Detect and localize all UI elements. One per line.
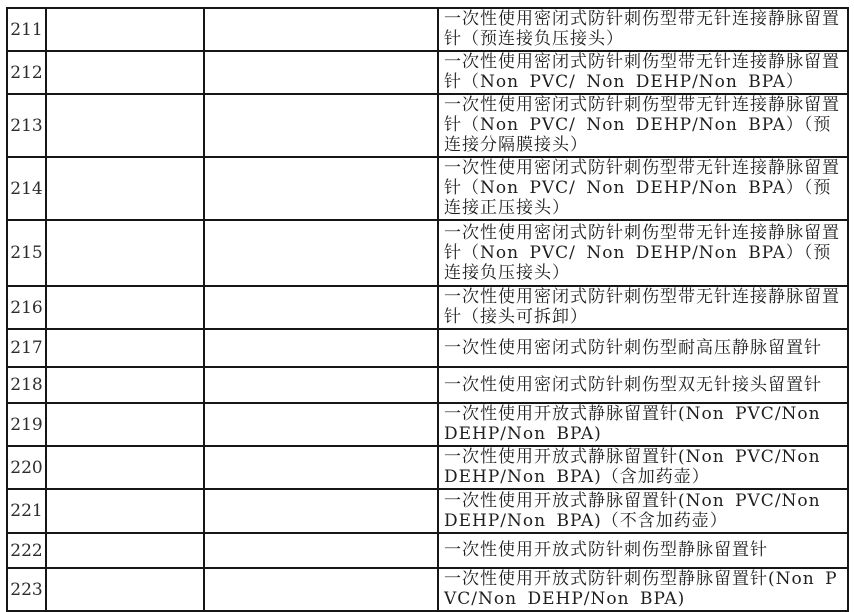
row-number-cell: 213 [7,94,46,157]
row-number-cell: 222 [7,533,46,568]
row-number-cell: 215 [7,220,46,286]
row-number-cell: 211 [7,8,46,51]
empty-cell-1 [46,286,204,329]
empty-cell-2 [204,367,438,403]
row-number-cell: 212 [7,51,46,94]
table-row [7,8,848,51]
row-number-cell: 220 [7,446,46,489]
table-row [7,403,848,446]
empty-cell-1 [46,568,204,611]
product-name-cell: 一次性使用开放式静脉留置针(Non PVC/Non DEHP/Non BPA)（不含加药壶） [438,489,848,533]
table-row [7,220,848,286]
product-name-cell: 一次性使用密闭式防针刺伤型耐高压静脉留置针 [438,329,848,367]
product-name-cell: 一次性使用开放式防针刺伤型静脉留置针 [438,533,848,568]
empty-cell-2 [204,533,438,568]
product-list-table [6,7,849,612]
row-number-cell: 216 [7,286,46,329]
empty-cell-2 [204,489,438,533]
row-number-cell: 214 [7,157,46,220]
product-name-cell: 一次性使用开放式静脉留置针(Non PVC/Non DEHP/Non BPA) [438,403,848,446]
empty-cell-2 [204,8,438,51]
row-number-cell: 221 [7,489,46,533]
empty-cell-2 [204,446,438,489]
row-number-cell: 219 [7,403,46,446]
empty-cell-1 [46,446,204,489]
empty-cell-1 [46,8,204,51]
empty-cell-2 [204,568,438,611]
table-row [7,94,848,157]
table-body [7,8,848,611]
row-number-cell: 217 [7,329,46,367]
empty-cell-2 [204,157,438,220]
table-row [7,157,848,220]
product-name-cell: 一次性使用密闭式防针刺伤型带无针连接静脉留置针（Non PVC/ Non DEHP/Non BPA）（预连接负压接头） [438,220,848,286]
document-page [6,7,849,612]
empty-cell-2 [204,94,438,157]
product-name-cell: 一次性使用开放式静脉留置针(Non PVC/Non DEHP/Non BPA)（含加药壶） [438,446,848,489]
row-number-cell: 218 [7,367,46,403]
empty-cell-1 [46,533,204,568]
table-row [7,286,848,329]
empty-cell-2 [204,51,438,94]
product-name-cell: 一次性使用密闭式防针刺伤型带无针连接静脉留置针（Non PVC/ Non DEHP/Non BPA）（预连接分隔膜接头） [438,94,848,157]
empty-cell-1 [46,367,204,403]
product-name-cell: 一次性使用密闭式防针刺伤型带无针连接静脉留置针（预连接负压接头） [438,8,848,51]
empty-cell-1 [46,489,204,533]
empty-cell-1 [46,329,204,367]
table-row [7,489,848,533]
table-row [7,446,848,489]
empty-cell-1 [46,403,204,446]
table-row [7,329,848,367]
empty-cell-1 [46,220,204,286]
product-name-cell: 一次性使用密闭式防针刺伤型带无针连接静脉留置针（Non PVC/ Non DEHP/Non BPA）（预连接正压接头） [438,157,848,220]
empty-cell-1 [46,94,204,157]
product-name-cell: 一次性使用密闭式防针刺伤型带无针连接静脉留置针（Non PVC/ Non DEHP/Non BPA） [438,51,848,94]
table-row [7,367,848,403]
product-name-cell: 一次性使用密闭式防针刺伤型双无针接头留置针 [438,367,848,403]
empty-cell-2 [204,329,438,367]
empty-cell-1 [46,51,204,94]
product-name-cell: 一次性使用开放式防针刺伤型静脉留置针(Non PVC/Non DEHP/Non BPA) [438,568,848,611]
table-row [7,533,848,568]
empty-cell-2 [204,286,438,329]
empty-cell-1 [46,157,204,220]
empty-cell-2 [204,403,438,446]
table-row [7,51,848,94]
empty-cell-2 [204,220,438,286]
table-row [7,568,848,611]
product-name-cell: 一次性使用密闭式防针刺伤型带无针连接静脉留置针（接头可拆卸） [438,286,848,329]
row-number-cell: 223 [7,568,46,611]
